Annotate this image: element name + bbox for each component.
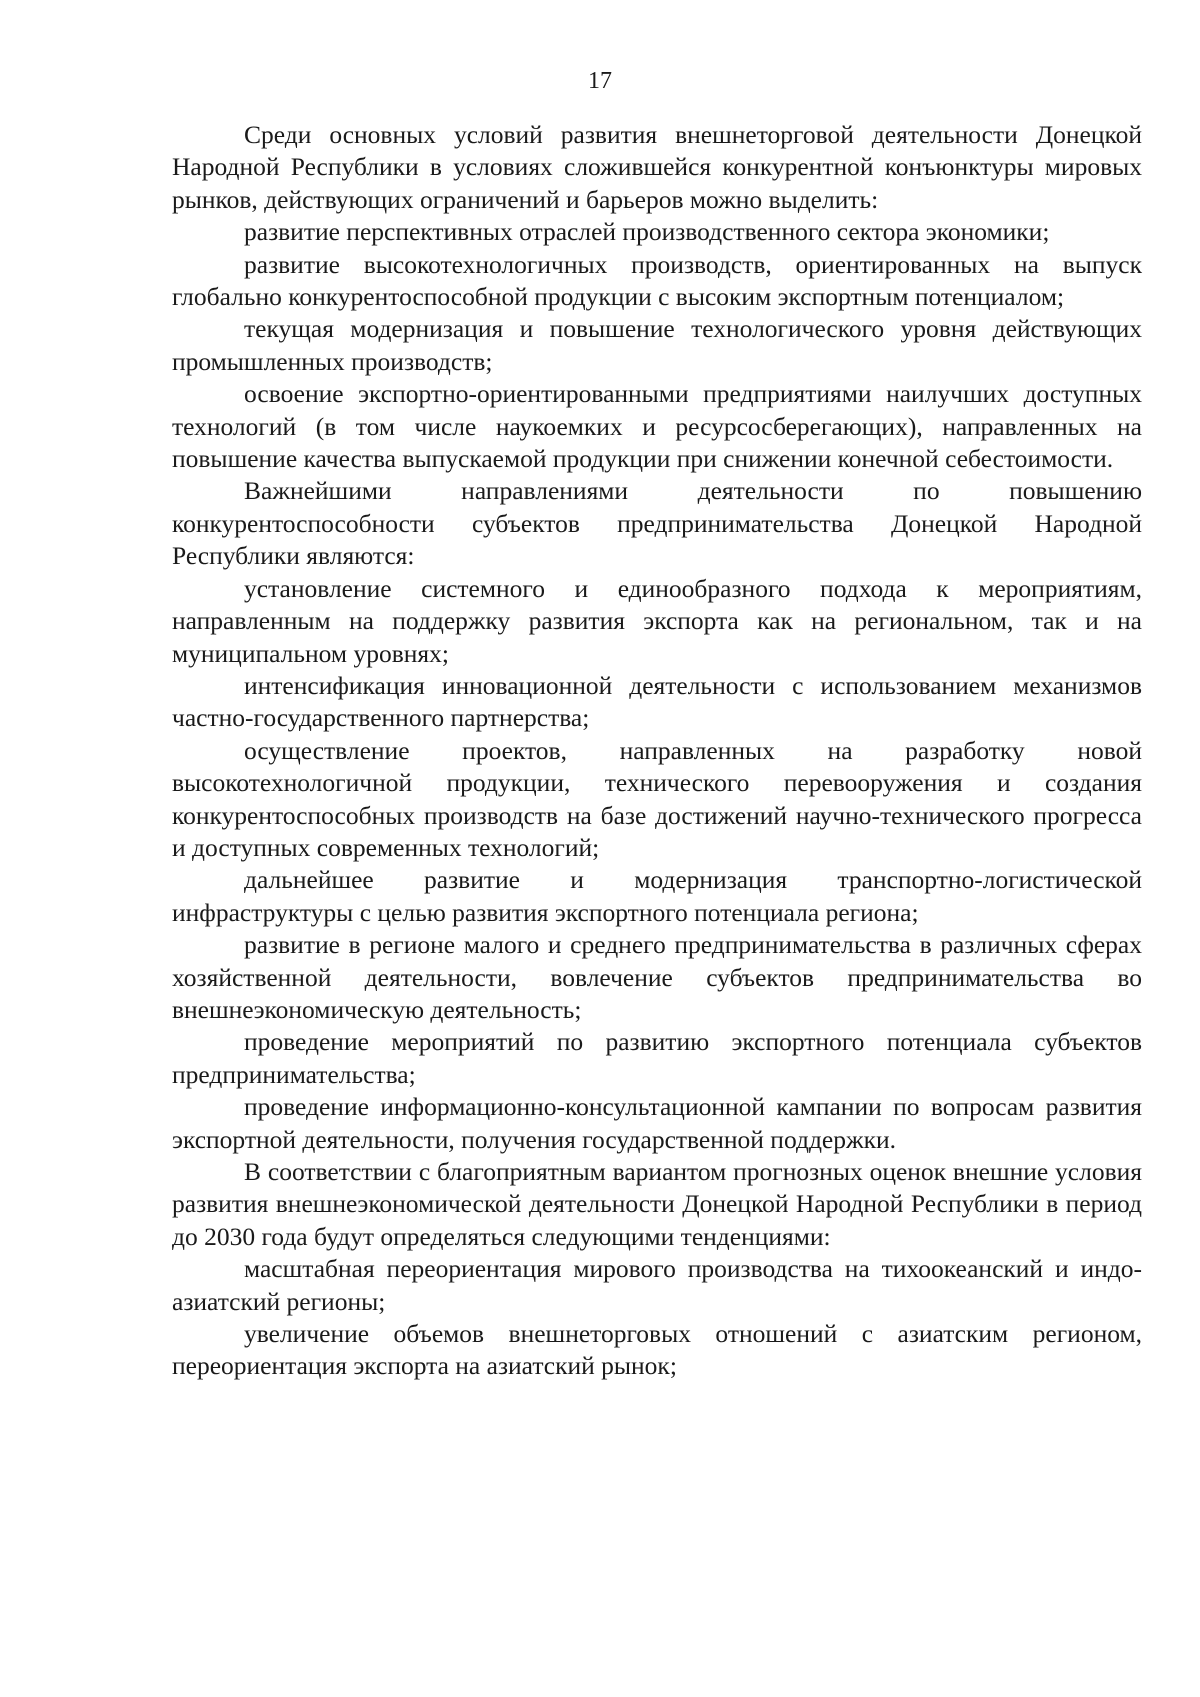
paragraph: текущая модернизация и повышение технологического уровня действующих промышленных производств; [172,314,1142,376]
paragraph: Важнейшими направлениями деятельности по повышению конкурентоспособности субъектов предпринимательства Донецкой Народной Республики являются: [172,476,1142,571]
paragraph: Среди основных условий развития внешнеторговой деятельности Донецкой Народной Республики в условиях сложившейся конкурентной конъюнктуры мировых рынков, действующих ограничений и барьеров можно выделить: [172,120,1142,214]
paragraph: установление системного и единообразного подхода к мероприятиям, направленным на поддержку развития экспорта как на региональном, так и на муниципальном уровнях; [172,573,1142,668]
paragraph: масштабная переориентация мирового производства на тихоокеанский и индо-азиатский регионы; [172,1254,1142,1316]
paragraph: интенсификация инновационной деятельности с использованием механизмов частно-государственного партнерства; [172,670,1142,733]
paragraph: проведение мероприятий по развитию экспортного потенциала субъектов предпринимательства; [172,1027,1142,1089]
paragraph: развитие высокотехнологичных производств, ориентированных на выпуск глобально конкурентоспособной продукции с высоким экспортным потенциалом; [172,249,1142,312]
document-body [172,119,1142,1383]
paragraph: развитие перспективных отраслей производственного сектора экономики; [244,217,1050,247]
paragraph: развитие в регионе малого и среднего предпринимательства в различных сферах хозяйственной деятельности, вовлечение субъектов предпринимательства во внешнеэкономическую деятельность; [172,930,1142,1024]
paragraph: проведение информационно-консультационной кампании по вопросам развития экспортной деятельности, получения государственной поддержки. [172,1092,1142,1154]
page-number: 17 [588,68,612,94]
paragraph: осуществление проектов, направленных на разработку новой высокотехнологичной продукции, технического перевооружения и создания конкурентоспособных производств на базе достижений научно-технического прогресса и доступных современных технологий; [172,735,1142,862]
paragraph: В соответствии с благоприятным вариантом прогнозных оценок внешние условия развития внешнеэкономической деятельности Донецкой Народной Республики в период до 2030 года будут определяться следующими тенденциями: [172,1157,1142,1251]
paragraph: освоение экспортно-ориентированными предприятиями наилучших доступных технологий (в том числе наукоемких и ресурсосберегающих), направленных на повышение качества выпускаемой продукции при снижении конечной себестоимости. [172,379,1142,474]
paragraph: дальнейшее развитие и модернизация транспортно-логистической инфраструктуры с целью развития экспортного потенциала региона; [172,865,1142,927]
paragraph: увеличение объемов внешнеторговых отношений с азиатским регионом, переориентация экспорта на азиатский рынок; [172,1319,1142,1381]
